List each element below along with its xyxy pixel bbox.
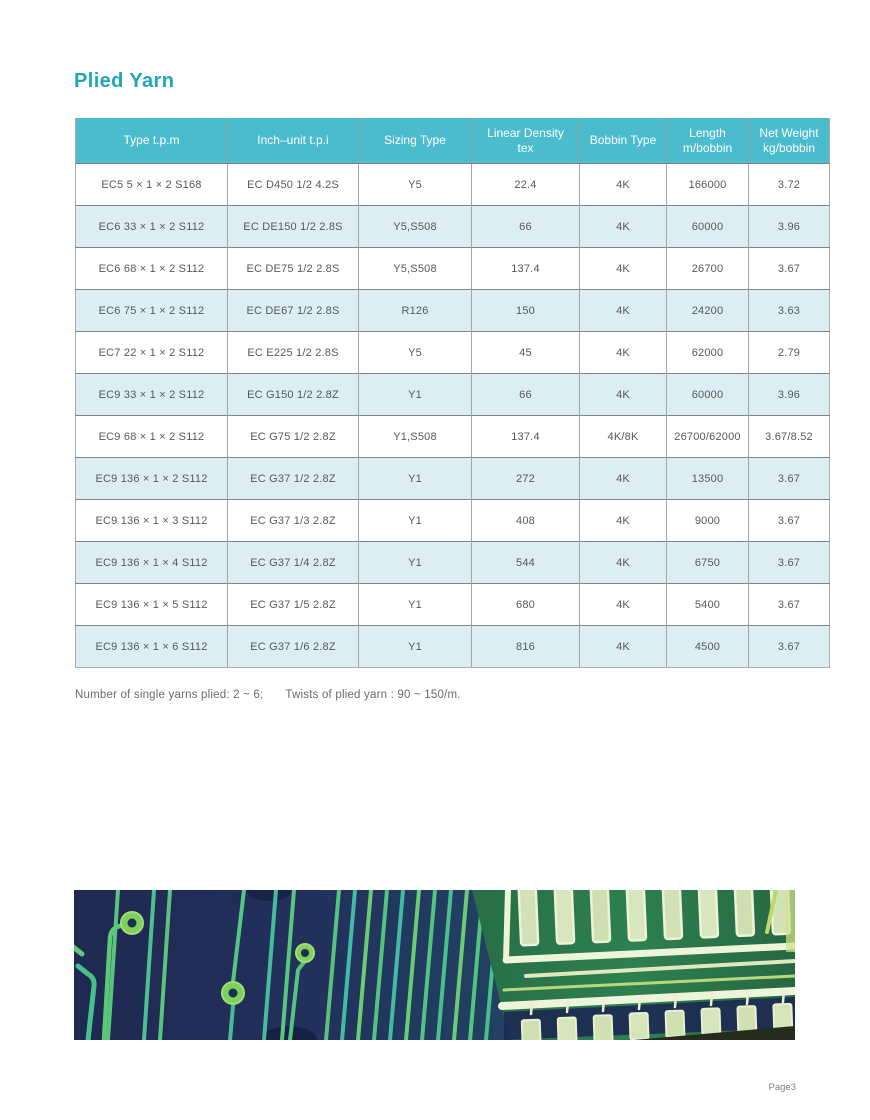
circuit-board-image [74, 890, 795, 1040]
table-row [76, 290, 830, 332]
column-header: Bobbin Type [580, 118, 667, 164]
column-header: Type t.p.m [76, 118, 228, 164]
table-cell: Y5,S508 [359, 206, 472, 248]
table-cell: 45 [472, 332, 580, 374]
table-cell: EC9 136 × 1 × 2 S112 [76, 458, 228, 500]
table-cell: 4K/8K [580, 416, 667, 458]
table-cell: 5400 [667, 584, 749, 626]
table-cell: Y5 [359, 332, 472, 374]
table-cell: 3.67 [749, 584, 830, 626]
table-cell: 4K [580, 584, 667, 626]
column-header: Inch–unit t.p.i [228, 118, 359, 164]
column-header: Sizing Type [359, 118, 472, 164]
table-cell: EC G37 1/3 2.8Z [228, 500, 359, 542]
table-cell: 137.4 [472, 248, 580, 290]
table-cell: 408 [472, 500, 580, 542]
table-cell: 3.67 [749, 458, 830, 500]
table-cell: EC9 136 × 1 × 6 S112 [76, 626, 228, 668]
table-cell: 137.4 [472, 416, 580, 458]
table-row [76, 164, 830, 206]
table-cell: EC7 22 × 1 × 2 S112 [76, 332, 228, 374]
table-cell: EC E225 1/2 2.8S [228, 332, 359, 374]
table-cell: EC6 75 × 1 × 2 S112 [76, 290, 228, 332]
table-cell: 24200 [667, 290, 749, 332]
table-cell: EC6 33 × 1 × 2 S112 [76, 206, 228, 248]
table-cell: 4500 [667, 626, 749, 668]
table-cell: 4K [580, 626, 667, 668]
table-cell: 4K [580, 374, 667, 416]
table-cell: 4K [580, 458, 667, 500]
table-cell: EC9 136 × 1 × 3 S112 [76, 500, 228, 542]
table-cell: EC DE75 1/2 2.8S [228, 248, 359, 290]
table-cell: 3.67/8.52 [749, 416, 830, 458]
table-row [76, 416, 830, 458]
table-cell: 60000 [667, 206, 749, 248]
table-cell: 62000 [667, 332, 749, 374]
table-cell: Y1 [359, 584, 472, 626]
table-cell: Y5,S508 [359, 248, 472, 290]
table-cell: 2.79 [749, 332, 830, 374]
table-cell: 3.96 [749, 374, 830, 416]
table-cell: EC G37 1/5 2.8Z [228, 584, 359, 626]
table-cell: EC9 136 × 1 × 5 S112 [76, 584, 228, 626]
table-cell: Y5 [359, 164, 472, 206]
page-title: Plied Yarn [74, 70, 175, 92]
table-cell: 4K [580, 206, 667, 248]
column-header: Net Weight kg/bobbin [749, 118, 830, 164]
column-header: Length m/bobbin [667, 118, 749, 164]
footnote [75, 689, 461, 701]
table-cell: 6750 [667, 542, 749, 584]
table-cell: EC G37 1/2 2.8Z [228, 458, 359, 500]
table-cell: EC9 136 × 1 × 4 S112 [76, 542, 228, 584]
table-cell: 4K [580, 290, 667, 332]
table-cell: EC G37 1/4 2.8Z [228, 542, 359, 584]
table-cell: 816 [472, 626, 580, 668]
table-cell: Y1 [359, 542, 472, 584]
table-cell: 26700 [667, 248, 749, 290]
table-cell: EC G150 1/2 2.8Z [228, 374, 359, 416]
table-cell: Y1 [359, 374, 472, 416]
table-cell: EC DE150 1/2 2.8S [228, 206, 359, 248]
table-cell: 60000 [667, 374, 749, 416]
table-cell: Y1 [359, 458, 472, 500]
table-cell: EC6 68 × 1 × 2 S112 [76, 248, 228, 290]
plied-yarn-table [75, 118, 830, 668]
table-cell: Y1 [359, 500, 472, 542]
table-row [76, 206, 830, 248]
table-cell: 3.67 [749, 542, 830, 584]
table-cell: 26700/62000 [667, 416, 749, 458]
table-cell: 4K [580, 164, 667, 206]
table-row [76, 626, 830, 668]
table-cell: EC DE67 1/2 2.8S [228, 290, 359, 332]
table-cell: 4K [580, 332, 667, 374]
table-cell: 3.63 [749, 290, 830, 332]
table-cell: 66 [472, 374, 580, 416]
table-cell: 4K [580, 500, 667, 542]
table-row [76, 248, 830, 290]
table-cell: 680 [472, 584, 580, 626]
footnote-part1: Number of single yarns plied: 2 ~ 6; [75, 689, 264, 701]
table-row [76, 374, 830, 416]
table-body [76, 164, 830, 668]
table-header [76, 118, 830, 164]
page-number: Page3 [768, 1082, 796, 1093]
table-cell: 9000 [667, 500, 749, 542]
table-cell: 166000 [667, 164, 749, 206]
header-row [76, 118, 830, 164]
table-cell: EC9 68 × 1 × 2 S112 [76, 416, 228, 458]
column-header: Linear Density tex [472, 118, 580, 164]
table-cell: 150 [472, 290, 580, 332]
table-cell: 66 [472, 206, 580, 248]
table-cell: 3.72 [749, 164, 830, 206]
table-cell: EC G75 1/2 2.8Z [228, 416, 359, 458]
table-row [76, 584, 830, 626]
table-cell: Y1,S508 [359, 416, 472, 458]
table-cell: 4K [580, 248, 667, 290]
table-row [76, 500, 830, 542]
table-cell: R126 [359, 290, 472, 332]
table-cell: EC G37 1/6 2.8Z [228, 626, 359, 668]
table-cell: EC D450 1/2 4.2S [228, 164, 359, 206]
table-row [76, 332, 830, 374]
table-cell: 22.4 [472, 164, 580, 206]
table-cell: 544 [472, 542, 580, 584]
table-cell: 4K [580, 542, 667, 584]
footnote-part2: Twists of plied yarn : 90 ~ 150/m. [285, 689, 461, 701]
table-cell: 3.96 [749, 206, 830, 248]
table-cell: 3.67 [749, 248, 830, 290]
table-cell: EC5 5 × 1 × 2 S168 [76, 164, 228, 206]
table-cell: 13500 [667, 458, 749, 500]
table-row [76, 458, 830, 500]
table-row [76, 542, 830, 584]
table-cell: 3.67 [749, 626, 830, 668]
table-cell: Y1 [359, 626, 472, 668]
table-cell: 3.67 [749, 500, 830, 542]
table-cell: 272 [472, 458, 580, 500]
table-cell: EC9 33 × 1 × 2 S112 [76, 374, 228, 416]
